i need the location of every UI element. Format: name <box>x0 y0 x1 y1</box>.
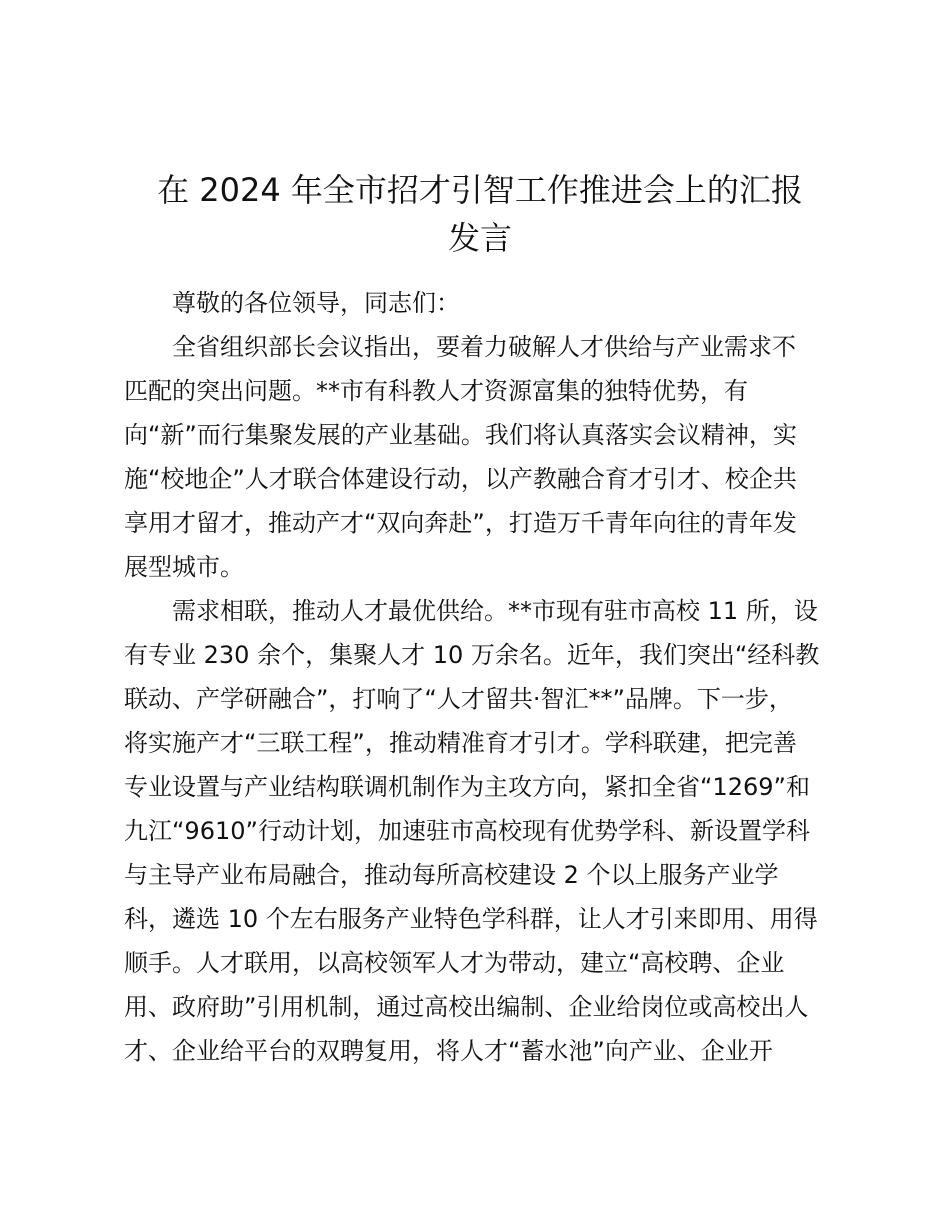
body-line: 向“新”而行集聚发展的产业基础。我们将认真落实会议精神，实 <box>124 421 797 449</box>
body-line: 顺手。人才联用，以高校领军人才为带动，建立“高校聘、企业 <box>124 949 785 977</box>
body-line: 联动、产学研融合”，打响了“人才留共·智汇**”品牌。下一步， <box>124 685 793 713</box>
body-line: 匹配的突出问题。**市有科教人才资源富集的独特优势，有 <box>124 377 748 405</box>
body-line: 有专业 230 余个，集聚人才 10 万余名。近年，我们突出“经科教 <box>124 641 820 669</box>
body-line: 全省组织部长会议指出，要着力破解人才供给与产业需求不 <box>172 333 796 361</box>
title-line-1: 在 2024 年全市招才引智工作推进会上的汇报 <box>157 171 803 209</box>
body-line: 将实施产才“三联工程”，推动精准育才引才。学科联建，把完善 <box>124 729 797 757</box>
body-line: 九江“9610”行动计划，加速驻市高校现有优势学科、新设置学科 <box>124 817 810 845</box>
body-line: 用、政府助”引用机制，通过高校出编制、企业给岗位或高校出人 <box>124 993 809 1021</box>
body-line: 展型城市。 <box>124 553 244 581</box>
body-line: 科，遴选 10 个左右服务产业特色学科群，让人才引来即用、用得 <box>124 905 818 933</box>
body-line-salutation: 尊敬的各位领导，同志们： <box>172 289 460 317</box>
body-line: 享用才留才，推动产才“双向奔赴”，打造万千青年向往的青年发 <box>124 509 797 537</box>
body-line: 专业设置与产业结构联调机制作为主攻方向，紧扣全省“1269”和 <box>124 773 810 801</box>
document-title <box>100 166 860 262</box>
title-line-2: 发言 <box>447 219 512 257</box>
body-line: 才、企业给平台的双聘复用，将人才“蓄水池”向产业、企业开 <box>124 1037 773 1065</box>
body-line: 需求相联，推动人才最优供给。**市现有驻市高校 11 所，设 <box>172 597 818 625</box>
body-line: 与主导产业布局融合，推动每所高校建设 2 个以上服务产业学 <box>124 861 779 889</box>
body-line: 施“校地企”人才联合体建设行动，以产教融合育才引才、校企共 <box>124 465 797 493</box>
